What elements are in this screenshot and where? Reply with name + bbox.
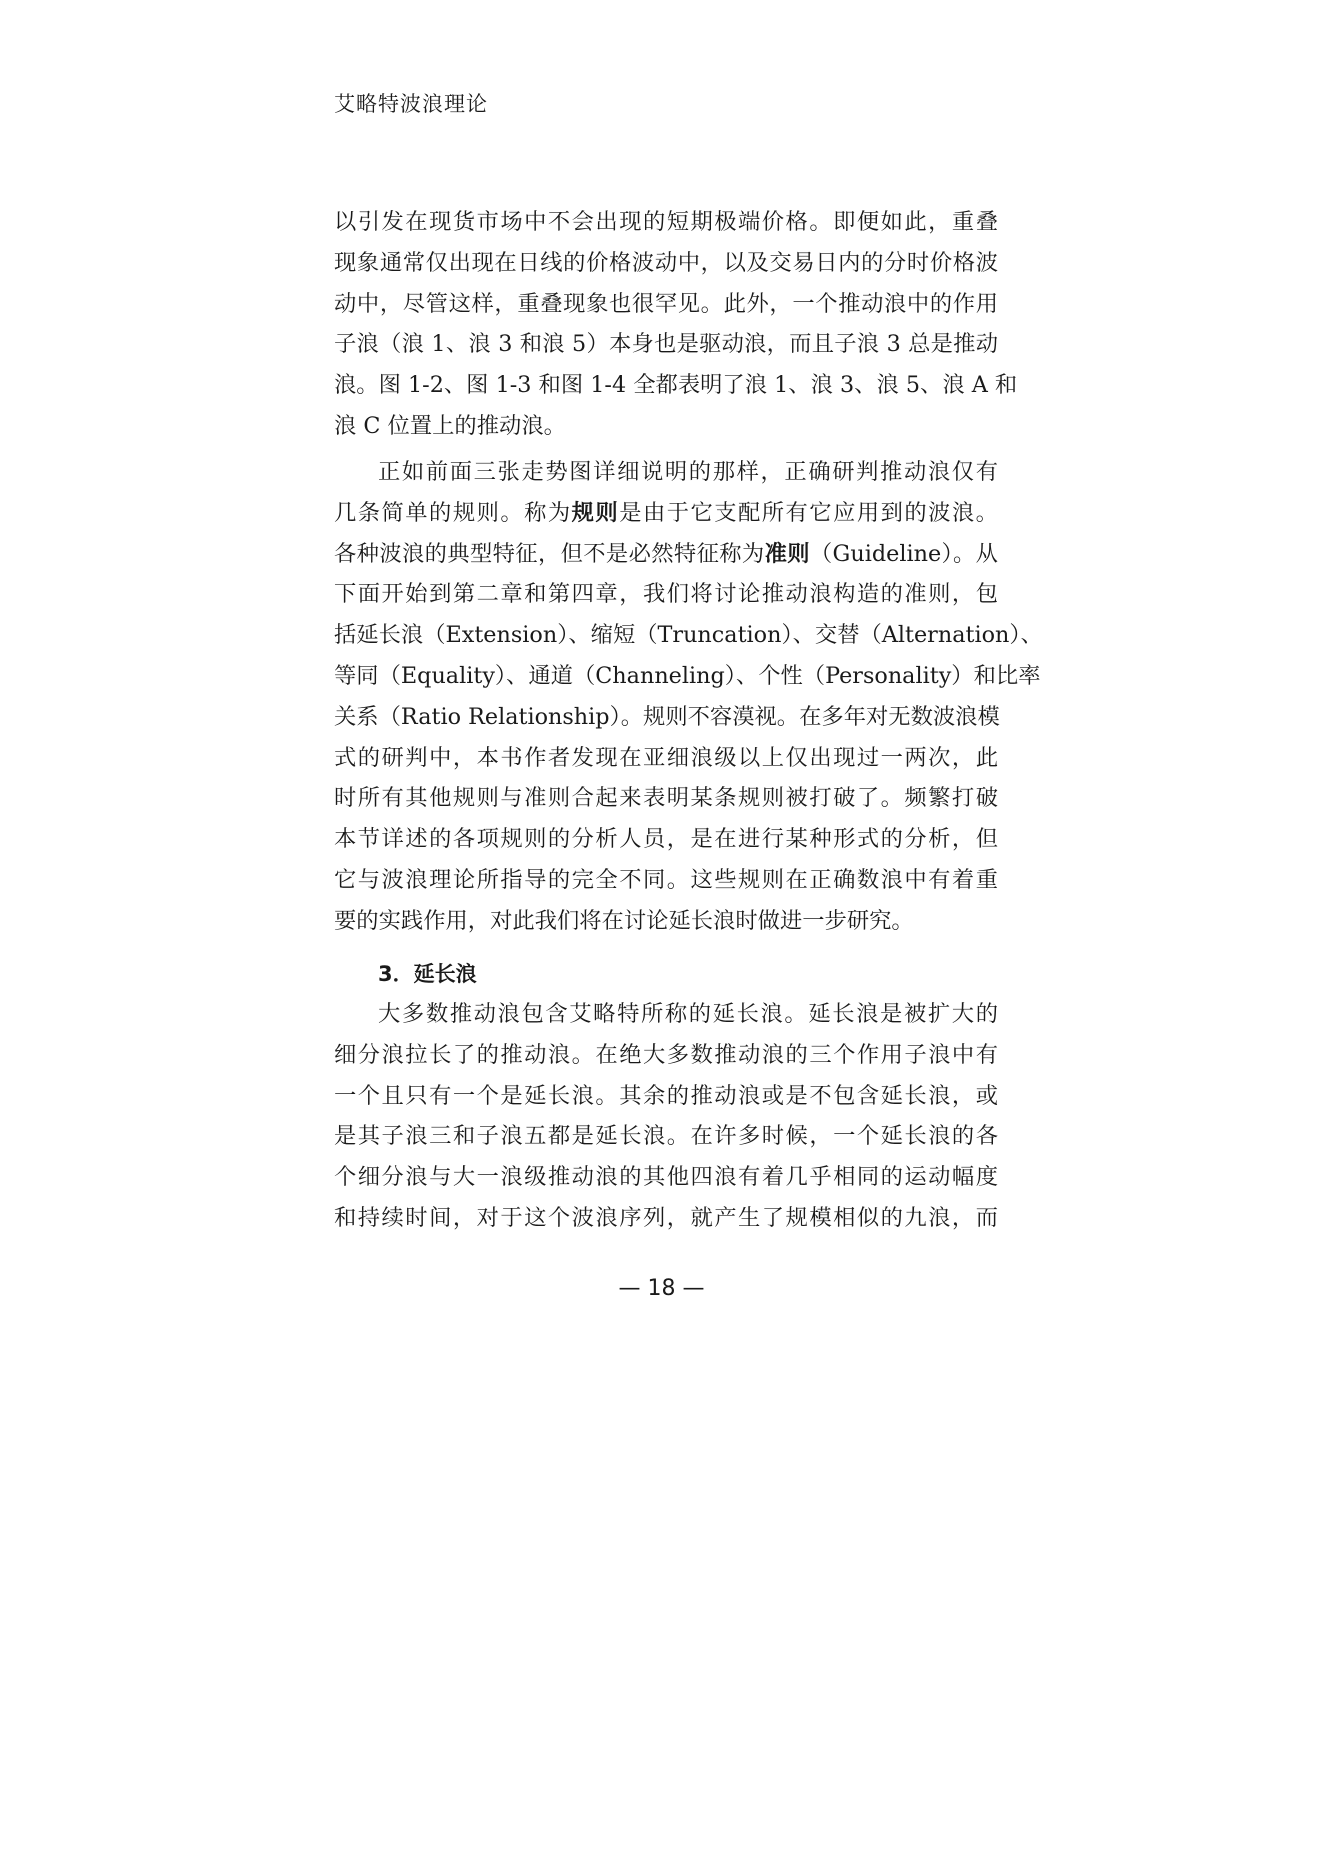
text-line: 细分浪拉长了的推动浪。在绝大多数推动浪的三个作用子浪中有 — [334, 1041, 998, 1068]
paragraph-rules-and-guidelines — [334, 452, 1043, 942]
text-line: 是其子浪三和子浪五都是延长浪。在许多时候，一个延长浪的各 — [334, 1123, 998, 1150]
text-line: 正如前面三张走势图详细说明的那样，正确研判推动浪仅有 — [378, 459, 998, 485]
text-line: 时所有其他规则与准则合起来表明某条规则被打破了。频繁打破 — [334, 785, 998, 812]
paragraph-continued — [334, 202, 1018, 447]
text-line: 浪 C 位置上的推动浪。 — [334, 412, 566, 439]
page-number: — 18 — — [618, 1276, 705, 1301]
text-line — [334, 534, 998, 575]
text-line: 式的研判中，本书作者发现在亚细浪级以上仅出现过一两次，此 — [334, 744, 998, 771]
text-line: 大多数推动浪包含艾略特所称的延长浪。延长浪是被扩大的 — [378, 1001, 998, 1027]
text-line: 一个且只有一个是延长浪。其余的推动浪或是不包含延长浪，或 — [334, 1082, 998, 1109]
term-guideline: 准则 — [764, 540, 810, 567]
text-span: 各种波浪的典型特征，但不是必然特征称为 — [334, 540, 765, 567]
running-header-title: 艾略特波浪理论 — [334, 92, 488, 116]
text-line: 个细分浪与大一浪级推动浪的其他四浪有着几乎相同的运动幅度 — [334, 1164, 998, 1191]
text-line: 现象通常仅出现在日线的价格波动中，以及交易日内的分时价格波 — [334, 249, 998, 276]
text-span: 几条简单的规则。称为 — [334, 499, 572, 526]
text-line: 浪。图 1-2、图 1-3 和图 1-4 全都表明了浪 1、浪 3、浪 5、浪 A 和 — [334, 372, 1018, 399]
paragraph-extensions — [334, 994, 998, 1239]
text-line: 以引发在现货市场中不会出现的短期极端价格。即便如此，重叠 — [334, 209, 998, 235]
term-rule: 规则 — [571, 499, 620, 526]
text-line: 关系（Ratio Relationship）。规则不容漠视。在多年对无数波浪模 — [334, 703, 1000, 730]
text-line: 它与波浪理论所指导的完全不同。这些规则在正确数浪中有着重 — [334, 866, 998, 893]
text-line: 要的实践作用，对此我们将在讨论延长浪时做进一步研究。 — [334, 907, 914, 934]
text-line: 括延长浪（Extension）、缩短（Truncation）、交替（Alternation）、 — [334, 622, 1043, 649]
text-line: 动中，尽管这样，重叠现象也很罕见。此外，一个推动浪中的作用 — [334, 290, 998, 317]
section-heading: 3．延长浪 — [378, 962, 477, 986]
text-line: 等同（Equality）、通道（Channeling）、个性（Personality）和比率 — [334, 662, 1041, 689]
text-span: 是由于它支配所有它应用到的波浪。 — [619, 499, 998, 526]
text-line: 子浪（浪 1、浪 3 和浪 5）本身也是驱动浪，而且子浪 3 总是推动 — [334, 331, 998, 358]
text-span: （Guideline）。从 — [809, 540, 998, 567]
text-line — [334, 493, 998, 534]
text-line: 本节详述的各项规则的分析人员，是在进行某种形式的分析，但 — [334, 826, 998, 853]
text-line: 和持续时间，对于这个波浪序列，就产生了规模相似的九浪，而 — [334, 1204, 998, 1231]
text-line: 下面开始到第二章和第四章，我们将讨论推动浪构造的准则，包 — [334, 581, 998, 608]
